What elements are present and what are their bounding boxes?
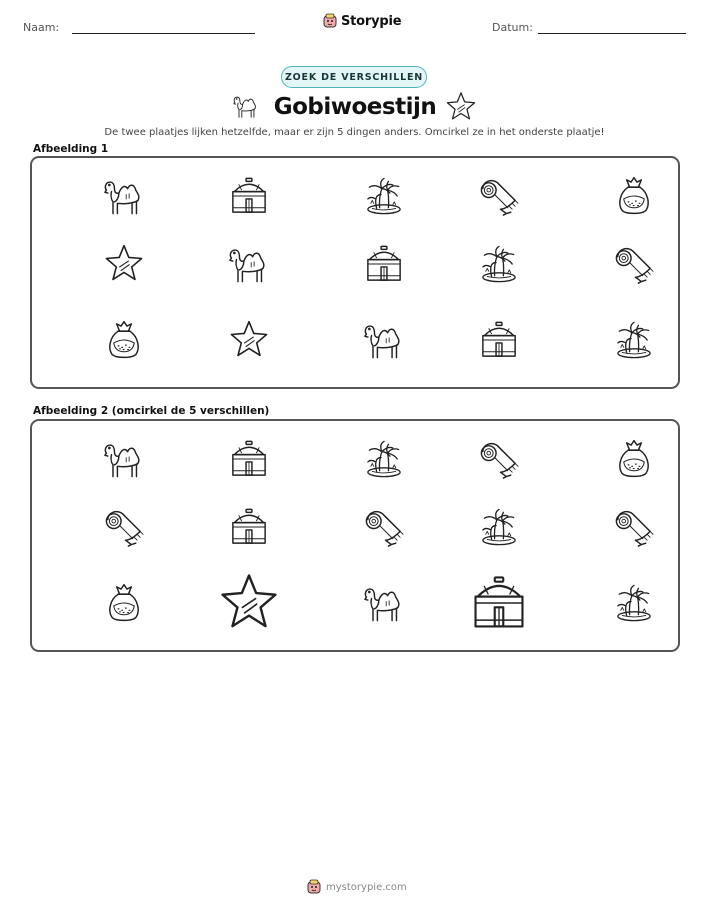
oasis-icon[interactable] [362,437,406,481]
footer [306,879,407,895]
brand-name: Storypie [341,13,402,29]
oasis-icon[interactable] [477,505,521,549]
carpet-icon[interactable] [477,437,521,481]
yurt-icon [362,242,406,286]
yurt-icon [477,318,521,362]
yurt-icon[interactable] [467,571,531,635]
star-icon [227,318,271,362]
camel-icon [232,92,260,120]
oasis-icon [477,242,521,286]
date-field[interactable] [538,33,686,34]
star-icon [444,90,478,124]
carpet-icon[interactable] [612,505,656,549]
sack-icon [102,318,146,362]
star-icon[interactable] [216,570,282,636]
page-title: Gobiwoestijn [273,94,437,120]
camel-icon [362,318,406,362]
picture-2-label: Afbeelding 2 (omcirkel de 5 verschillen) [33,405,270,417]
sack-icon[interactable] [102,581,146,625]
picture-1-panel [30,156,680,389]
carpet-icon [612,242,656,286]
instructions: De twee plaatjes lijken hetzelfde, maar er zijn 5 dingen anders. Omcirkel ze in het onderste plaatje! [104,127,605,138]
yurt-icon[interactable] [227,505,271,549]
picture-2-panel[interactable] [30,419,680,652]
picture-1-label: Afbeelding 1 [33,143,109,155]
yurt-icon[interactable] [227,437,271,481]
title-row [0,90,709,126]
storypie-mascot-icon [306,879,322,895]
star-icon [102,242,146,286]
sack-icon[interactable] [612,437,656,481]
camel-icon [227,242,271,286]
brand-logo [322,13,401,29]
sack-icon [612,174,656,218]
name-field[interactable] [72,33,255,34]
oasis-icon [612,318,656,362]
name-label: Naam: [23,21,60,34]
camel-icon [102,174,146,218]
footer-website: mystorypie.com [326,881,407,893]
storypie-mascot-icon [322,13,338,29]
camel-icon[interactable] [102,437,146,481]
activity-badge: ZOEK DE VERSCHILLEN [281,66,427,88]
carpet-icon [477,174,521,218]
yurt-icon [227,174,271,218]
date-label: Datum: [492,21,533,34]
carpet-icon[interactable] [362,505,406,549]
carpet-icon[interactable] [102,505,146,549]
oasis-icon[interactable] [612,581,656,625]
camel-icon[interactable] [362,581,406,625]
oasis-icon [362,174,406,218]
